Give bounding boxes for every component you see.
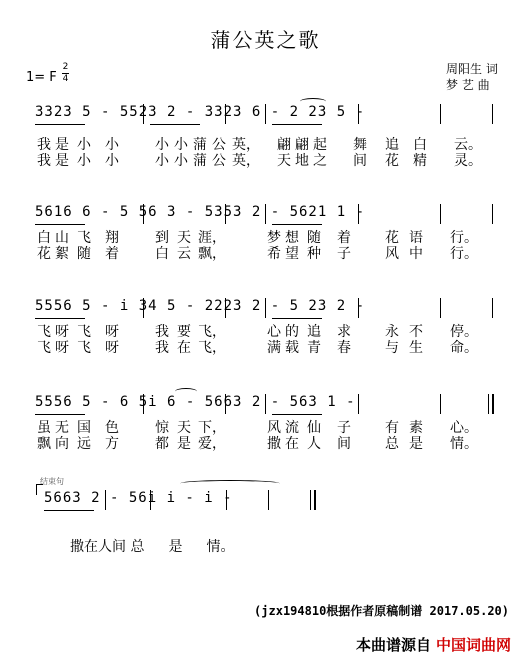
beam [150, 124, 200, 125]
lyric-char: 总 [385, 436, 399, 452]
lyric-row [34, 137, 494, 153]
barline [440, 104, 441, 124]
repeat-barline [488, 394, 494, 414]
barline [265, 394, 266, 414]
lyric-char: 追 [307, 324, 321, 340]
lyric-char: 方 [105, 436, 119, 452]
lyric-char: 花 [385, 153, 399, 169]
lyric-char: 起 [313, 137, 327, 153]
lyric-char: 花 [385, 230, 399, 246]
lyric-char: 风 [267, 420, 281, 436]
notation-line-2: 5616 6 - 5 56 3 - 5353 2 - 5621 1 - [35, 204, 366, 220]
lyric-char: 云 [177, 246, 191, 262]
lyric-char: 蒲 [193, 153, 207, 169]
barline [226, 490, 227, 510]
lyric-char: 絮 [55, 246, 69, 262]
lyric-char: 白 [37, 230, 51, 246]
lyric-char: 公 [212, 137, 226, 153]
footer-site-link[interactable]: 中国词曲网 [436, 636, 512, 654]
lyric-char: 我 [37, 153, 51, 169]
lyric-char: 生 [409, 340, 423, 356]
final-barline [310, 490, 316, 510]
lyric-char: 小 [174, 137, 188, 153]
lyric-char: 飘 [37, 436, 51, 452]
lyric-char: 语 [409, 230, 423, 246]
lyric-char: 心 [267, 324, 281, 340]
lyric-char: 着 [337, 230, 351, 246]
barline [105, 490, 106, 510]
lyric-char: 英， [232, 153, 260, 169]
lyric-char: 虽 [37, 420, 51, 436]
barline [225, 204, 226, 224]
lyric-char: 翩 [277, 137, 291, 153]
lyric-char: 无 [55, 420, 69, 436]
barline [268, 490, 269, 510]
lyric-char: 飞 [37, 324, 51, 340]
barline [150, 490, 151, 510]
barline [143, 204, 144, 224]
lyric-char: 涯， [198, 230, 226, 246]
barline [440, 298, 441, 318]
lyric-char: 蒲 [193, 137, 207, 153]
lyric-char: 永 [385, 324, 399, 340]
lyric-char: 是 [55, 153, 69, 169]
lyric-char: 的 [285, 324, 299, 340]
lyric-char: 满 [267, 340, 281, 356]
lyric-char: 是 [55, 137, 69, 153]
ending-label: 结束句 [40, 477, 64, 486]
lyric-char: 小 [155, 153, 169, 169]
ending-lyric: 撒在人间 总 是 情。 [70, 539, 235, 555]
lyric-char: 我 [155, 324, 169, 340]
barline [225, 104, 226, 124]
lyric-char: 素 [409, 420, 423, 436]
barline [143, 298, 144, 318]
lyric-char: 随 [307, 230, 321, 246]
barline [265, 104, 266, 124]
lyric-char: 公 [212, 153, 226, 169]
lyric-char: 小 [77, 153, 91, 169]
lyric-char: 白 [413, 137, 427, 153]
barline [440, 204, 441, 224]
lyric-char: 天 [177, 230, 191, 246]
barline [265, 298, 266, 318]
lyric-row [34, 324, 494, 340]
key-signature: 1= F [26, 70, 57, 85]
lyric-char: 之 [313, 153, 327, 169]
beam [35, 224, 85, 225]
lyric-char: 望 [285, 246, 299, 262]
notation-line-1: 3323 5 - 5523 2 - 3323 6 - 2 23 5 - [35, 104, 366, 120]
lyric-row [34, 153, 494, 169]
lyric-char: 我 [155, 340, 169, 356]
lyric-char: 小 [105, 137, 119, 153]
lyric-char: 仙 [307, 420, 321, 436]
lyric-char: 飞 [37, 340, 51, 356]
barline [225, 298, 226, 318]
beam [272, 124, 322, 125]
lyric-char: 停。 [450, 324, 478, 340]
lyric-char: 我 [37, 137, 51, 153]
lyric-char: 情。 [450, 436, 478, 452]
lyric-char: 心。 [450, 420, 478, 436]
slur [300, 98, 326, 105]
lyric-char: 呀 [105, 324, 119, 340]
barline [358, 104, 359, 124]
lyric-char: 小 [77, 137, 91, 153]
lyric-char: 天 [277, 153, 291, 169]
lyric-char: 人 [307, 436, 321, 452]
lyric-row [34, 230, 494, 246]
lyric-char: 求 [337, 324, 351, 340]
lyricist-credit: 周阳生 词 [446, 62, 498, 76]
lyric-char: 飞， [198, 340, 226, 356]
barline [440, 394, 441, 414]
lyric-char: 是 [409, 436, 423, 452]
lyric-char: 到 [155, 230, 169, 246]
lyric-char: 翩 [295, 137, 309, 153]
lyric-char: 向 [55, 436, 69, 452]
lyric-char: 青 [307, 340, 321, 356]
lyric-char: 下， [198, 420, 226, 436]
composer-credit: 梦 艺 曲 [446, 78, 490, 92]
barline [265, 204, 266, 224]
barline [358, 298, 359, 318]
barline [492, 204, 493, 224]
lyric-char: 呀 [105, 340, 119, 356]
barline [225, 394, 226, 414]
lyric-char: 中 [409, 246, 423, 262]
lyric-char: 英， [232, 137, 260, 153]
beam [44, 510, 94, 511]
notation-line-5: 5663 2 - 56i i - i - [44, 490, 233, 506]
lyric-char: 云。 [454, 137, 482, 153]
lyric-char: 风 [385, 246, 399, 262]
lyric-char: 着 [105, 246, 119, 262]
lyric-char: 地 [295, 153, 309, 169]
ending-bracket [36, 484, 43, 495]
slur [175, 388, 197, 395]
lyric-char: 与 [385, 340, 399, 356]
lyric-row [34, 436, 494, 452]
lyric-char: 不 [409, 324, 423, 340]
beam [272, 414, 322, 415]
lyric-char: 白 [155, 246, 169, 262]
lyric-char: 行。 [450, 246, 478, 262]
lyric-char: 梦 [267, 230, 281, 246]
barline [143, 394, 144, 414]
footer-source-label: 本曲谱源自 [356, 636, 432, 654]
transcription-note: (jzx194810根据作者原稿制谱 2017.05.20) [254, 604, 509, 618]
beam [272, 318, 322, 319]
barline [143, 104, 144, 124]
slur [180, 480, 280, 487]
lyric-char: 想 [285, 230, 299, 246]
lyric-char: 春 [337, 340, 351, 356]
lyric-char: 小 [174, 153, 188, 169]
notation-line-4: 5556 5 - 6 5i 6 - 5663 2 - 563 1 - [35, 394, 356, 410]
lyric-char: 要 [177, 324, 191, 340]
lyric-char: 天 [177, 420, 191, 436]
lyric-char: 都 [155, 436, 169, 452]
lyric-char: 子 [337, 420, 351, 436]
lyric-char: 呀 [55, 340, 69, 356]
lyric-char: 小 [155, 137, 169, 153]
lyric-char: 命。 [450, 340, 478, 356]
lyric-char: 撒 [267, 436, 281, 452]
lyric-row [34, 340, 494, 356]
lyric-row [34, 246, 494, 262]
lyric-char: 惊 [155, 420, 169, 436]
lyric-char: 呀 [55, 324, 69, 340]
time-signature-bottom: 4 [62, 74, 69, 84]
time-signature-top: 2 [62, 62, 69, 72]
lyric-char: 舞 [353, 137, 367, 153]
beam [272, 224, 322, 225]
lyric-char: 随 [77, 246, 91, 262]
barline [358, 204, 359, 224]
lyric-char: 间 [353, 153, 367, 169]
lyric-char: 飘， [198, 246, 226, 262]
lyric-char: 间 [337, 436, 351, 452]
lyric-char: 精 [413, 153, 427, 169]
lyric-char: 飞 [77, 340, 91, 356]
time-signature [62, 63, 69, 84]
barline [492, 104, 493, 124]
lyric-char: 远 [77, 436, 91, 452]
lyric-char: 在 [285, 436, 299, 452]
lyric-char: 流 [285, 420, 299, 436]
lyric-char: 是 [177, 436, 191, 452]
beam [35, 124, 85, 125]
lyric-char: 小 [105, 153, 119, 169]
beam [35, 318, 85, 319]
lyric-char: 希 [267, 246, 281, 262]
lyric-char: 载 [285, 340, 299, 356]
lyric-char: 翔 [105, 230, 119, 246]
lyric-char: 色 [105, 420, 119, 436]
lyric-row [34, 420, 494, 436]
lyric-char: 有 [385, 420, 399, 436]
lyric-char: 子 [337, 246, 351, 262]
notation-line-3: 5556 5 - i 34 5 - 2223 2 - 5 23 2 - [35, 298, 366, 314]
lyric-char: 爱， [198, 436, 226, 452]
lyric-char: 追 [385, 137, 399, 153]
barline [492, 298, 493, 318]
lyric-char: 飞， [198, 324, 226, 340]
lyric-char: 国 [77, 420, 91, 436]
lyric-char: 在 [177, 340, 191, 356]
beam [35, 414, 85, 415]
lyric-char: 种 [307, 246, 321, 262]
lyric-char: 飞 [77, 230, 91, 246]
lyric-char: 灵。 [454, 153, 482, 169]
barline [358, 394, 359, 414]
lyric-char: 山 [55, 230, 69, 246]
song-title: 蒲公英之歌 [210, 28, 321, 52]
lyric-char: 飞 [77, 324, 91, 340]
lyric-char: 花 [37, 246, 51, 262]
lyric-char: 行。 [450, 230, 478, 246]
